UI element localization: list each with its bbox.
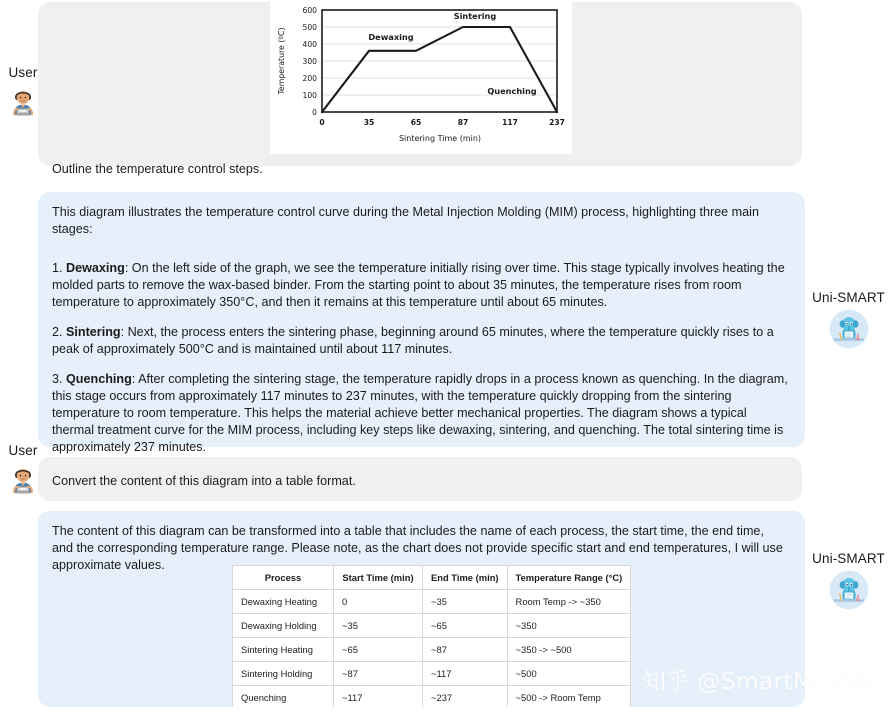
table-header-row <box>233 566 631 590</box>
user-message-text-2: Convert the content of this diagram into a table format. <box>52 474 356 488</box>
x-tick-117: 117 <box>502 118 518 127</box>
stage-label-dewaxing: Dewaxing <box>66 261 125 275</box>
cell-start-time: ~65 <box>334 638 423 662</box>
assistant-table-intro: The content of this diagram can be transformed into a table that includes the name of each process, the start time, the end time, and the corresponding temperature range. Please note, as the chart does not provide specific start and end temperatures, I will use approximate values. <box>52 524 783 572</box>
col-process: Process <box>233 566 334 590</box>
assistant-message-bubble-2 <box>38 511 805 707</box>
user-message-bubble-1 <box>38 2 802 176</box>
stage-text-sintering: : Next, the process enters the sintering phase, beginning around 65 minutes, where the temperature quickly rises to a peak of approximately 500°C and is maintained until about 117 minutes. <box>52 325 774 356</box>
y-tick-0: 0 <box>312 107 317 117</box>
y-tick-500: 500 <box>302 22 317 32</box>
table-row <box>233 590 631 614</box>
speaker-label: User <box>8 65 38 80</box>
table-row <box>233 662 631 686</box>
stage-text-quenching: : After completing the sintering stage, the temperature rapidly drops in a process known as quenching. In the diagram, this stage occurs from approximately 117 minutes to 237 minutes, with the temperature quickly dropping from the sintering temperature to room temperature. This helps the material achieve better mechanical properties. The diagram shows a typical thermal treatment curve for the MIM process, including key steps like dewaxing, sintering, and quenching. The total sintering time is approximately 237 minutes. <box>52 372 788 454</box>
paragraph-spacer <box>52 251 791 260</box>
user-message-bubble-2 <box>38 457 802 501</box>
x-tick-65: 65 <box>410 118 422 127</box>
cell-temp-range: ~500 -> Room Temp <box>507 686 631 708</box>
cell-temp-range: ~350 -> ~500 <box>507 638 631 662</box>
cell-start-time: ~35 <box>334 614 423 638</box>
x-tick-35: 35 <box>363 118 375 127</box>
speaker-label: Uni-SMART <box>812 290 885 305</box>
cell-end-time: ~117 <box>423 662 508 686</box>
speaker-label: User <box>8 443 38 458</box>
list-number-1: 1. <box>52 261 67 275</box>
cell-start-time: ~87 <box>334 662 423 686</box>
annotation-quenching: Quenching <box>487 86 537 96</box>
watermark: 知乎 @SmartMindAI <box>642 669 874 695</box>
cell-process: Dewaxing Holding <box>233 614 334 638</box>
cell-process: Sintering Heating <box>233 638 334 662</box>
x-axis-title: Sintering Time (min) <box>398 134 482 143</box>
y-tick-400: 400 <box>302 39 317 49</box>
speaker-label: Uni-SMART <box>812 551 885 566</box>
stage-label-sintering: Sintering <box>66 325 121 339</box>
user-message-text-1: Outline the temperature control steps. <box>52 162 263 176</box>
cell-end-time: ~65 <box>423 614 508 638</box>
x-tick-237: 237 <box>549 118 565 127</box>
table-row <box>233 686 631 708</box>
annotation-sintering: Sintering <box>453 11 497 21</box>
chart-svg <box>270 0 572 154</box>
process-table-wrapper <box>232 565 631 707</box>
cell-start-time: 0 <box>334 590 423 614</box>
y-tick-600: 600 <box>302 5 317 15</box>
x-tick-0: 0 <box>319 118 325 127</box>
uni-smart-avatar-icon <box>829 570 869 610</box>
cell-process: Dewaxing Heating <box>233 590 334 614</box>
y-tick-200: 200 <box>302 73 317 83</box>
cell-temp-range: ~350 <box>507 614 631 638</box>
list-number-2: 2. <box>52 325 67 339</box>
x-tick-87: 87 <box>457 118 469 127</box>
cell-process: Sintering Holding <box>233 662 334 686</box>
user-avatar-icon <box>7 462 39 494</box>
temperature-curve-chart <box>270 0 572 154</box>
cell-start-time: ~117 <box>334 686 423 708</box>
list-number-3: 3. <box>52 372 67 386</box>
uni-smart-avatar-icon <box>829 309 869 349</box>
y-tick-100: 100 <box>302 90 317 100</box>
cell-end-time: ~35 <box>423 590 508 614</box>
cell-end-time: ~87 <box>423 638 508 662</box>
stage-text-dewaxing: : On the left side of the graph, we see the temperature initially rising over time. This stage typically involves heating the molded parts to remove the wax-based binder. From the starting point to about 35 minutes, the temperature rises from room temperature to approximately 350°C, and then it remains at this temperature until about 65 minutes. <box>52 261 785 309</box>
y-tick-300: 300 <box>302 56 317 66</box>
assistant-para-sintering <box>52 324 791 358</box>
assistant-para-dewaxing <box>52 260 791 311</box>
speaker-assistant-1 <box>805 290 892 349</box>
process-table <box>232 565 631 707</box>
cell-temp-range: ~500 <box>507 662 631 686</box>
user-avatar-icon <box>7 84 39 116</box>
speaker-assistant-2 <box>805 551 892 610</box>
col-end-time: End Time (min) <box>423 566 508 590</box>
cell-end-time: ~237 <box>423 686 508 708</box>
table-row <box>233 614 631 638</box>
cell-process: Quenching <box>233 686 334 708</box>
assistant-message-bubble-1 <box>38 192 805 454</box>
assistant-para-quenching <box>52 371 791 456</box>
annotation-dewaxing: Dewaxing <box>368 32 414 42</box>
col-temperature-range: Temperature Range (°C) <box>507 566 631 590</box>
col-start-time: Start Time (min) <box>334 566 423 590</box>
cell-temp-range: Room Temp -> ~350 <box>507 590 631 614</box>
table-row <box>233 638 631 662</box>
y-axis-title: Temperature (ºC) <box>277 27 286 95</box>
stage-label-quenching: Quenching <box>66 372 132 386</box>
assistant-para-intro: This diagram illustrates the temperature control curve during the Metal Injection Molding (MIM) process, highlighting three main stages: <box>52 205 759 236</box>
